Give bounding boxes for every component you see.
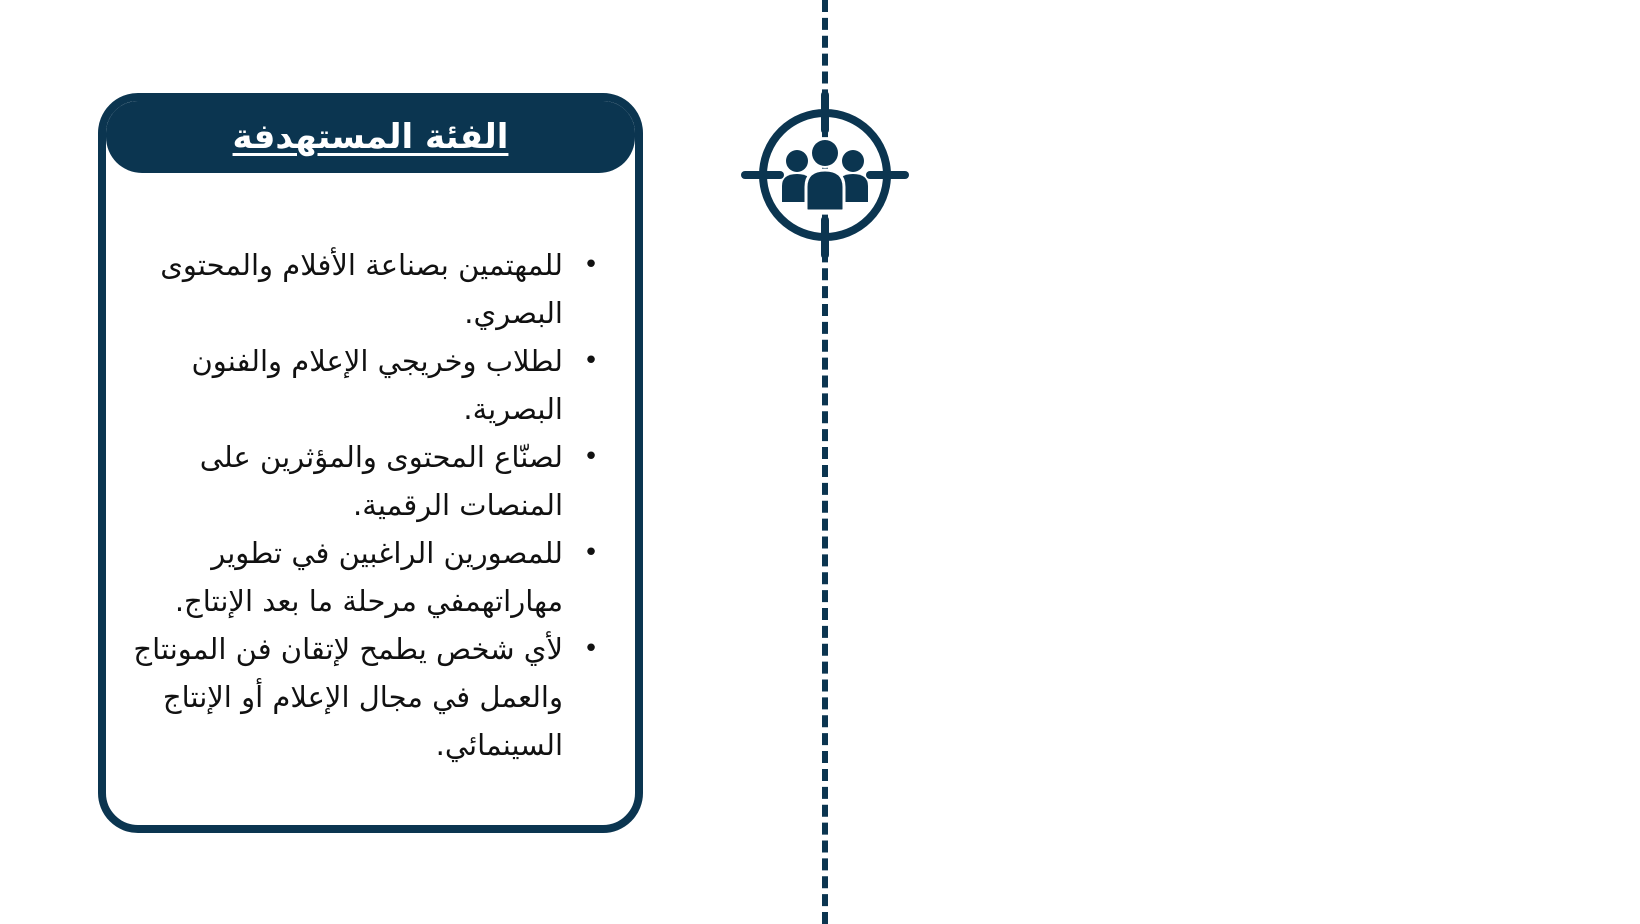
card-header (106, 101, 635, 173)
list-item (120, 337, 599, 433)
list-item (120, 625, 599, 769)
list-item-text: للمهتمين بصناعة الأفلام والمحتوى البصري. (160, 248, 563, 330)
list-item-text: لطلاب وخريجي الإعلام والفنون البصرية. (191, 344, 563, 426)
list-item-text: لأي شخص يطمح لإتقان فن المونتاج والعمل في مجال الإعلام أو الإنتاج السينمائي. (133, 632, 563, 762)
target-audience-icon (740, 90, 910, 260)
audience-list (120, 241, 601, 769)
target-audience-card (98, 93, 643, 833)
list-item-text: للمصورين الراغبين في تطوير مهاراتهمفي مرحلة ما بعد الإنتاج. (174, 536, 563, 618)
bullet: • (583, 442, 599, 472)
list-item (120, 433, 599, 529)
list-item (120, 529, 599, 625)
bullet: • (583, 538, 599, 568)
bullet: • (583, 346, 599, 376)
bullet: • (583, 250, 599, 280)
list-item-text: لصنّاع المحتوى والمؤثرين على المنصات الرقمية. (199, 440, 563, 522)
list-item (120, 241, 599, 337)
bullet: • (583, 634, 599, 664)
card-title: الفئة المستهدفة (232, 117, 509, 157)
